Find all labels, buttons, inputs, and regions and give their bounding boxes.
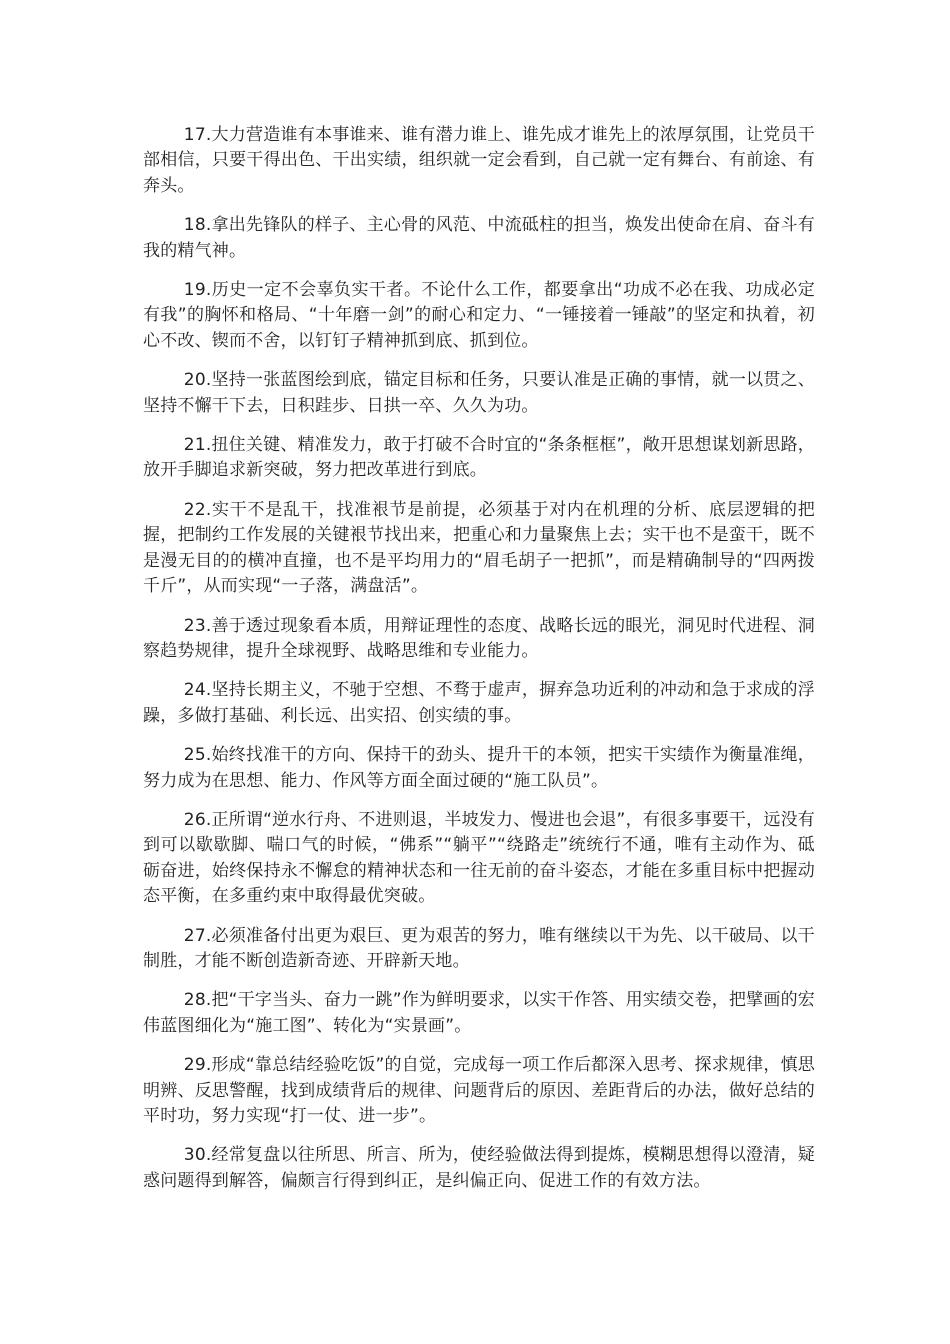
paragraph-19: 19.历史一定不会辜负实干者。不论什么工作，都要拿出“功成不必在我、功成必定有我”的胸怀和格局、“十年磨一剑”的耐心和定力、“一锤接着一锤敲”的坚定和执着，初心不改、锲而不舍，以钉钉子精神抓到底、抓到位。 [143,280,815,351]
paragraph-27: 27.必须准备付出更为艰巨、更为艰苦的努力，唯有继续以干为先、以干破局、以干制胜，才能不断创造新奇迹、开辟新天地。 [143,925,815,971]
paragraph-21: 21.扭住关键、精准发力，敢于打破不合时宜的“条条框框”，敞开思想谋划新思路，放开手脚追求新突破，努力把改革进行到底。 [143,435,815,481]
paragraph-25: 25.始终找准干的方向、保持干的劲头、提升干的本领，把实干实绩作为衡量准绳，努力成为在思想、能力、作风等方面全面过硬的“施工队员”。 [143,745,815,791]
paragraph-18: 18.拿出先锋队的样子、主心骨的风范、中流砥柱的担当，焕发出使命在肩、奋斗有我的精气神。 [143,215,815,261]
paragraph-24: 24.坚持长期主义，不驰于空想、不骛于虚声，摒弃急功近利的冲动和急于求成的浮躁，多做打基础、利长远、出实招、创实绩的事。 [143,680,815,726]
paragraph-26: 26.正所谓“逆水行舟、不进则退，半坡发力、慢进也会退”，有很多事要干，远没有到可以歇歇脚、喘口气的时候，“佛系”“躺平”“绕路走”统统行不通，唯有主动作为、砥砺奋进，始终保持永不懈怠的精神状态和一往无前的奋斗姿态，才能在多重目标中把握动态平衡，在多重约束中取得最优突破。 [143,809,815,907]
paragraph-22: 22.实干不是乱干，找准裉节是前提，必须基于对内在机理的分析、底层逻辑的把握，把制约工作发展的关键裉节找出来，把重心和力量聚焦上去；实干也不是蛮干，既不是漫无目的的横冲直撞，也不是平均用力的“眉毛胡子一把抓”，而是精确制导的“四两拨千斤”，从而实现“一子落，满盘活”。 [143,499,815,597]
document-page [143,123,815,1208]
paragraph-20: 20.坚持一张蓝图绘到底，锚定目标和任务，只要认准是正确的事情，就一以贯之、坚持不懈干下去，日积跬步、日拱一卒、久久为功。 [143,370,815,416]
paragraph-29: 29.形成“靠总结经验吃饭”的自觉，完成每一项工作后都深入思考、探求规律，慎思明辨、反思警醒，找到成绩背后的规律、问题背后的原因、差距背后的办法，做好总结的平时功，努力实现“打一仗、进一步”。 [143,1055,815,1126]
paragraph-17: 17.大力营造谁有本事谁来、谁有潜力谁上、谁先成才谁先上的浓厚氛围，让党员干部相信，只要干得出色、干出实绩，组织就一定会看到，自己就一定有舞台、有前途、有奔头。 [143,125,815,196]
paragraph-28: 28.把“干字当头、奋力一跳”作为鲜明要求，以实干作答、用实绩交卷，把擘画的宏伟蓝图细化为“施工图”、转化为“实景画”。 [143,990,815,1036]
paragraph-23: 23.善于透过现象看本质，用辩证理性的态度、战略长远的眼光，洞见时代进程、洞察趋势规律，提升全球视野、战略思维和专业能力。 [143,615,815,661]
paragraph-30: 30.经常复盘以往所思、所言、所为，使经验做法得到提炼，模糊思想得以澄清，疑惑问题得到解答，偏颇言行得到纠正，是纠偏正向、促进工作的有效方法。 [143,1145,815,1191]
